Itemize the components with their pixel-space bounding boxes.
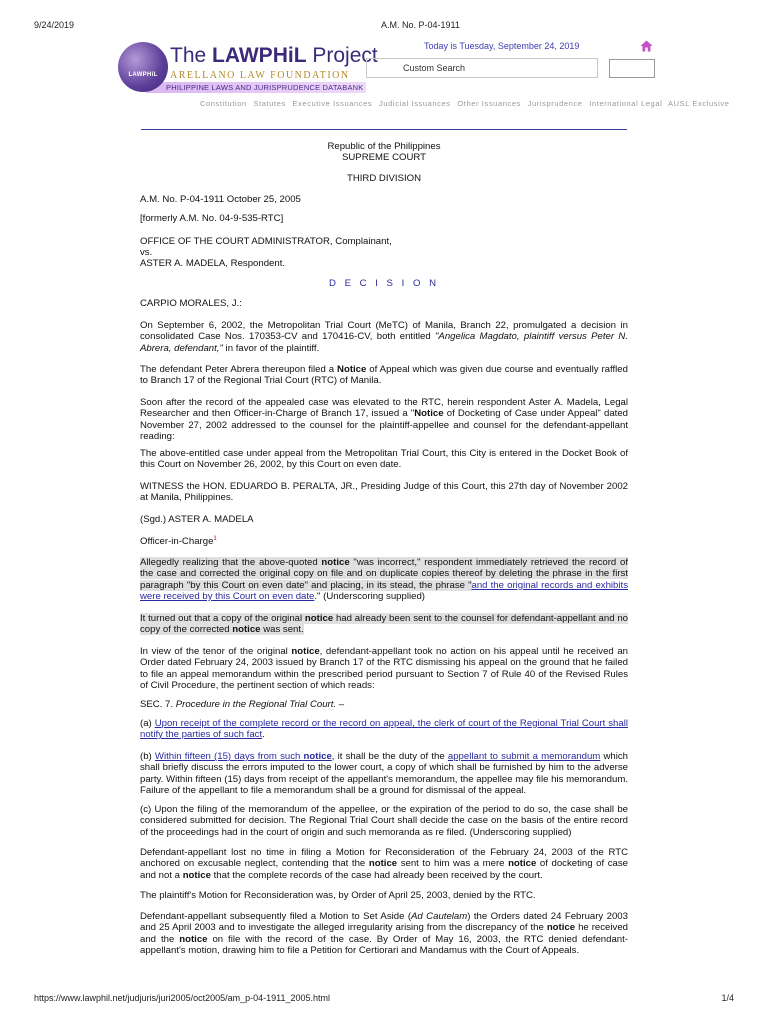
respondent-line: ASTER A. MADELA, Respondent.: [140, 258, 286, 269]
nav-judicial-issuances[interactable]: Judicial Issuances: [378, 99, 451, 108]
witness-line: WITNESS the HON. EDUARDO B. PERALTA, JR., Presiding Judge of this Court, this 27th day of November 2002 at Manila, Philippines.: [140, 481, 628, 504]
republic-line: Republic of the Philippines: [327, 141, 441, 152]
paragraph-8: Allegedly realizing that the above-quoted notice "was incorrect," respondent immediately retrieved the record of the case and corrected the original copy on file and on duplicate copies thereof by deleting the phrase in the first paragraph "by this Court on even date" and placing, in its stead, the phrase "and the original records and exhibits were received by this Court on even date." (Underscoring supplied): [140, 557, 628, 602]
paragraph-2: The defendant Peter Abrera thereupon filed a Notice of Appeal which was given due course and eventually raffled to Branch 17 of the Regional Trial Court (RTC) of Manila.: [140, 364, 628, 387]
logo-band-text: PHILIPPINE LAWS AND JURISPRUDENCE DATABANK: [166, 83, 364, 92]
vs-line: vs.: [140, 247, 153, 258]
nav-international-legal[interactable]: International Legal: [589, 99, 663, 108]
paragraph-3: Soon after the record of the appealed case was elevated to the RTC, herein respondent Aster A. Madela, Legal Researcher and then Officer-in-Charge of Branch 17, issued a "Notice of Docketing of Case under Appeal" dated November 27, 2002 addressed to the counsel for the plaintiff-appellee and counsel for the defendant-appellant reading:: [140, 397, 628, 442]
nav-constitution[interactable]: Constitution: [200, 99, 247, 108]
case-number: A.M. No. P-04-1911 October 25, 2005: [140, 194, 301, 205]
paragraph-15: Defendant-appellant lost no time in filing a Motion for Reconsideration of the February 24, 2003 of the RTC anchored on excusable neglect, contending that the notice sent to him was a mere notice of docketing of case and not a notice that the complete records of the case had already been received by the court.: [140, 847, 628, 881]
print-page-number: 1/4: [721, 993, 734, 1003]
complainant-line: OFFICE OF THE COURT ADMINISTRATOR, Complainant,: [140, 236, 392, 247]
decision-heading: D E C I S I O N: [328, 278, 440, 289]
logo-emblem-icon: [118, 42, 168, 92]
quoted-notice: The above-entitled case under appeal from the Metropolitan Trial Court, this City is entered in the Docket Book of this Court on November 26, 2002, by this Court on even date.: [140, 448, 628, 471]
footnote-1-link[interactable]: 1: [213, 535, 217, 542]
nav-statutes[interactable]: Statutes: [253, 99, 286, 108]
site-title-brand: LAWPHiL: [212, 44, 307, 67]
home-icon[interactable]: [640, 40, 653, 52]
nav-ausl-exclusive[interactable]: AUSL Exclusive: [668, 99, 730, 108]
court-line: SUPREME COURT: [341, 152, 427, 163]
print-date: 9/24/2019: [34, 20, 75, 30]
nav-jurisprudence[interactable]: Jurisprudence: [527, 99, 583, 108]
section-7-a: (a) Upon receipt of the complete record or the record on appeal, the clerk of court of the Regional Trial Court shall notify the parties of such fact.: [140, 718, 628, 741]
formerly-line: [formerly A.M. No. 04-9-535-RTC]: [140, 213, 284, 224]
section-7-b: (b) Within fifteen (15) days from such notice, it shall be the duty of the appellant to submit a memorandum which shall briefly discuss the errors imputed to the lower court, a copy of which shall be furnished by him to the adverse party. Within fifteen (15) days from receipt of the appellant's memorandum, the appellee may file his memorandum. Failure of the appellant to file a memorandum shall be a ground for dismissal of the appeal.: [140, 751, 628, 796]
section-7-heading: SEC. 7. Procedure in the Regional Trial Court. –: [140, 699, 345, 710]
today-date: Today is Tuesday, September 24, 2019: [424, 41, 580, 51]
main-nav: [200, 99, 666, 108]
print-title: A.M. No. P-04-1911: [381, 20, 460, 30]
print-url: https://www.lawphil.net/judjuris/juri2005/oct2005/am_p-04-1911_2005.html: [34, 993, 331, 1003]
signature-line: (Sgd.) ASTER A. MADELA: [140, 514, 254, 525]
header-divider: [141, 129, 627, 130]
site-title: [170, 44, 378, 68]
paragraph-17: Defendant-appellant subsequently filed a Motion to Set Aside (Ad Cautelam) the Orders dated 24 February 2003 and 25 April 2003 and to investigate the alleged irregularity arising from the discrepancy of the notice he received and the notice on file with the record of the case. By Order of May 16, 2003, the RTC denied defendant-appellant's motion, drawing him to file a Petition for Certiorari and Mandamus with the Court of Appeals.: [140, 911, 628, 956]
site-title-prefix: The: [170, 44, 213, 67]
paragraph-10: In view of the tenor of the original notice, defendant-appellant took no action on his appeal until he received an Order dated February 24, 2003 issued by Branch 17 of the RTC dismissing his appeal on the ground that he failed to file an appeal memorandum within the prescribed period pursuant to Section 7 of Rule 40 of the Revised Rules of Civil Procedure, the pertinent section of which reads:: [140, 646, 629, 691]
search-input[interactable]: Custom Search: [366, 58, 598, 78]
paragraph-16: The plaintiff's Motion for Reconsideration was, by Order of April 25, 2003, denied by the RTC.: [140, 890, 536, 901]
nav-other-issuances[interactable]: Other Issuances: [457, 99, 521, 108]
search-button[interactable]: [609, 59, 655, 78]
site-subtitle: ARELLANO LAW FOUNDATION: [170, 70, 350, 81]
division-line: THIRD DIVISION: [346, 173, 422, 184]
site-title-suffix: Project: [306, 44, 378, 67]
paragraph-1: On September 6, 2002, the Metropolitan Trial Court (MeTC) of Manila, Branch 22, promulgated a decision in consolidated Case Nos. 170353-CV and 170416-CV, both entitled "Angelica Magdato, plaintiff versus Peter N. Abrera, defendant," in favor of the plaintiff.: [140, 320, 628, 354]
site-logo[interactable]: [116, 40, 378, 96]
ponente: CARPIO MORALES, J.:: [140, 298, 242, 309]
paragraph-9: It turned out that a copy of the original notice had already been sent to the counsel for defendant-appellant and no copy of the corrected notice was sent.: [140, 613, 628, 636]
nav-executive-issuances[interactable]: Executive Issuances: [292, 99, 373, 108]
section-7-c: (c) Upon the filing of the memorandum of the appellee, or the expiration of the period to do so, the case shall be considered submitted for decision. The Regional Trial Court shall decide the case on the basis of the entire record of the proceedings had in the court of origin and such memoranda as re filed. (Underscoring supplied): [140, 804, 628, 838]
logo-band: [146, 82, 366, 93]
logo-emblem-text: LAWPHiL: [128, 72, 158, 78]
officer-line: Officer-in-Charge$^1$: [140, 535, 217, 547]
